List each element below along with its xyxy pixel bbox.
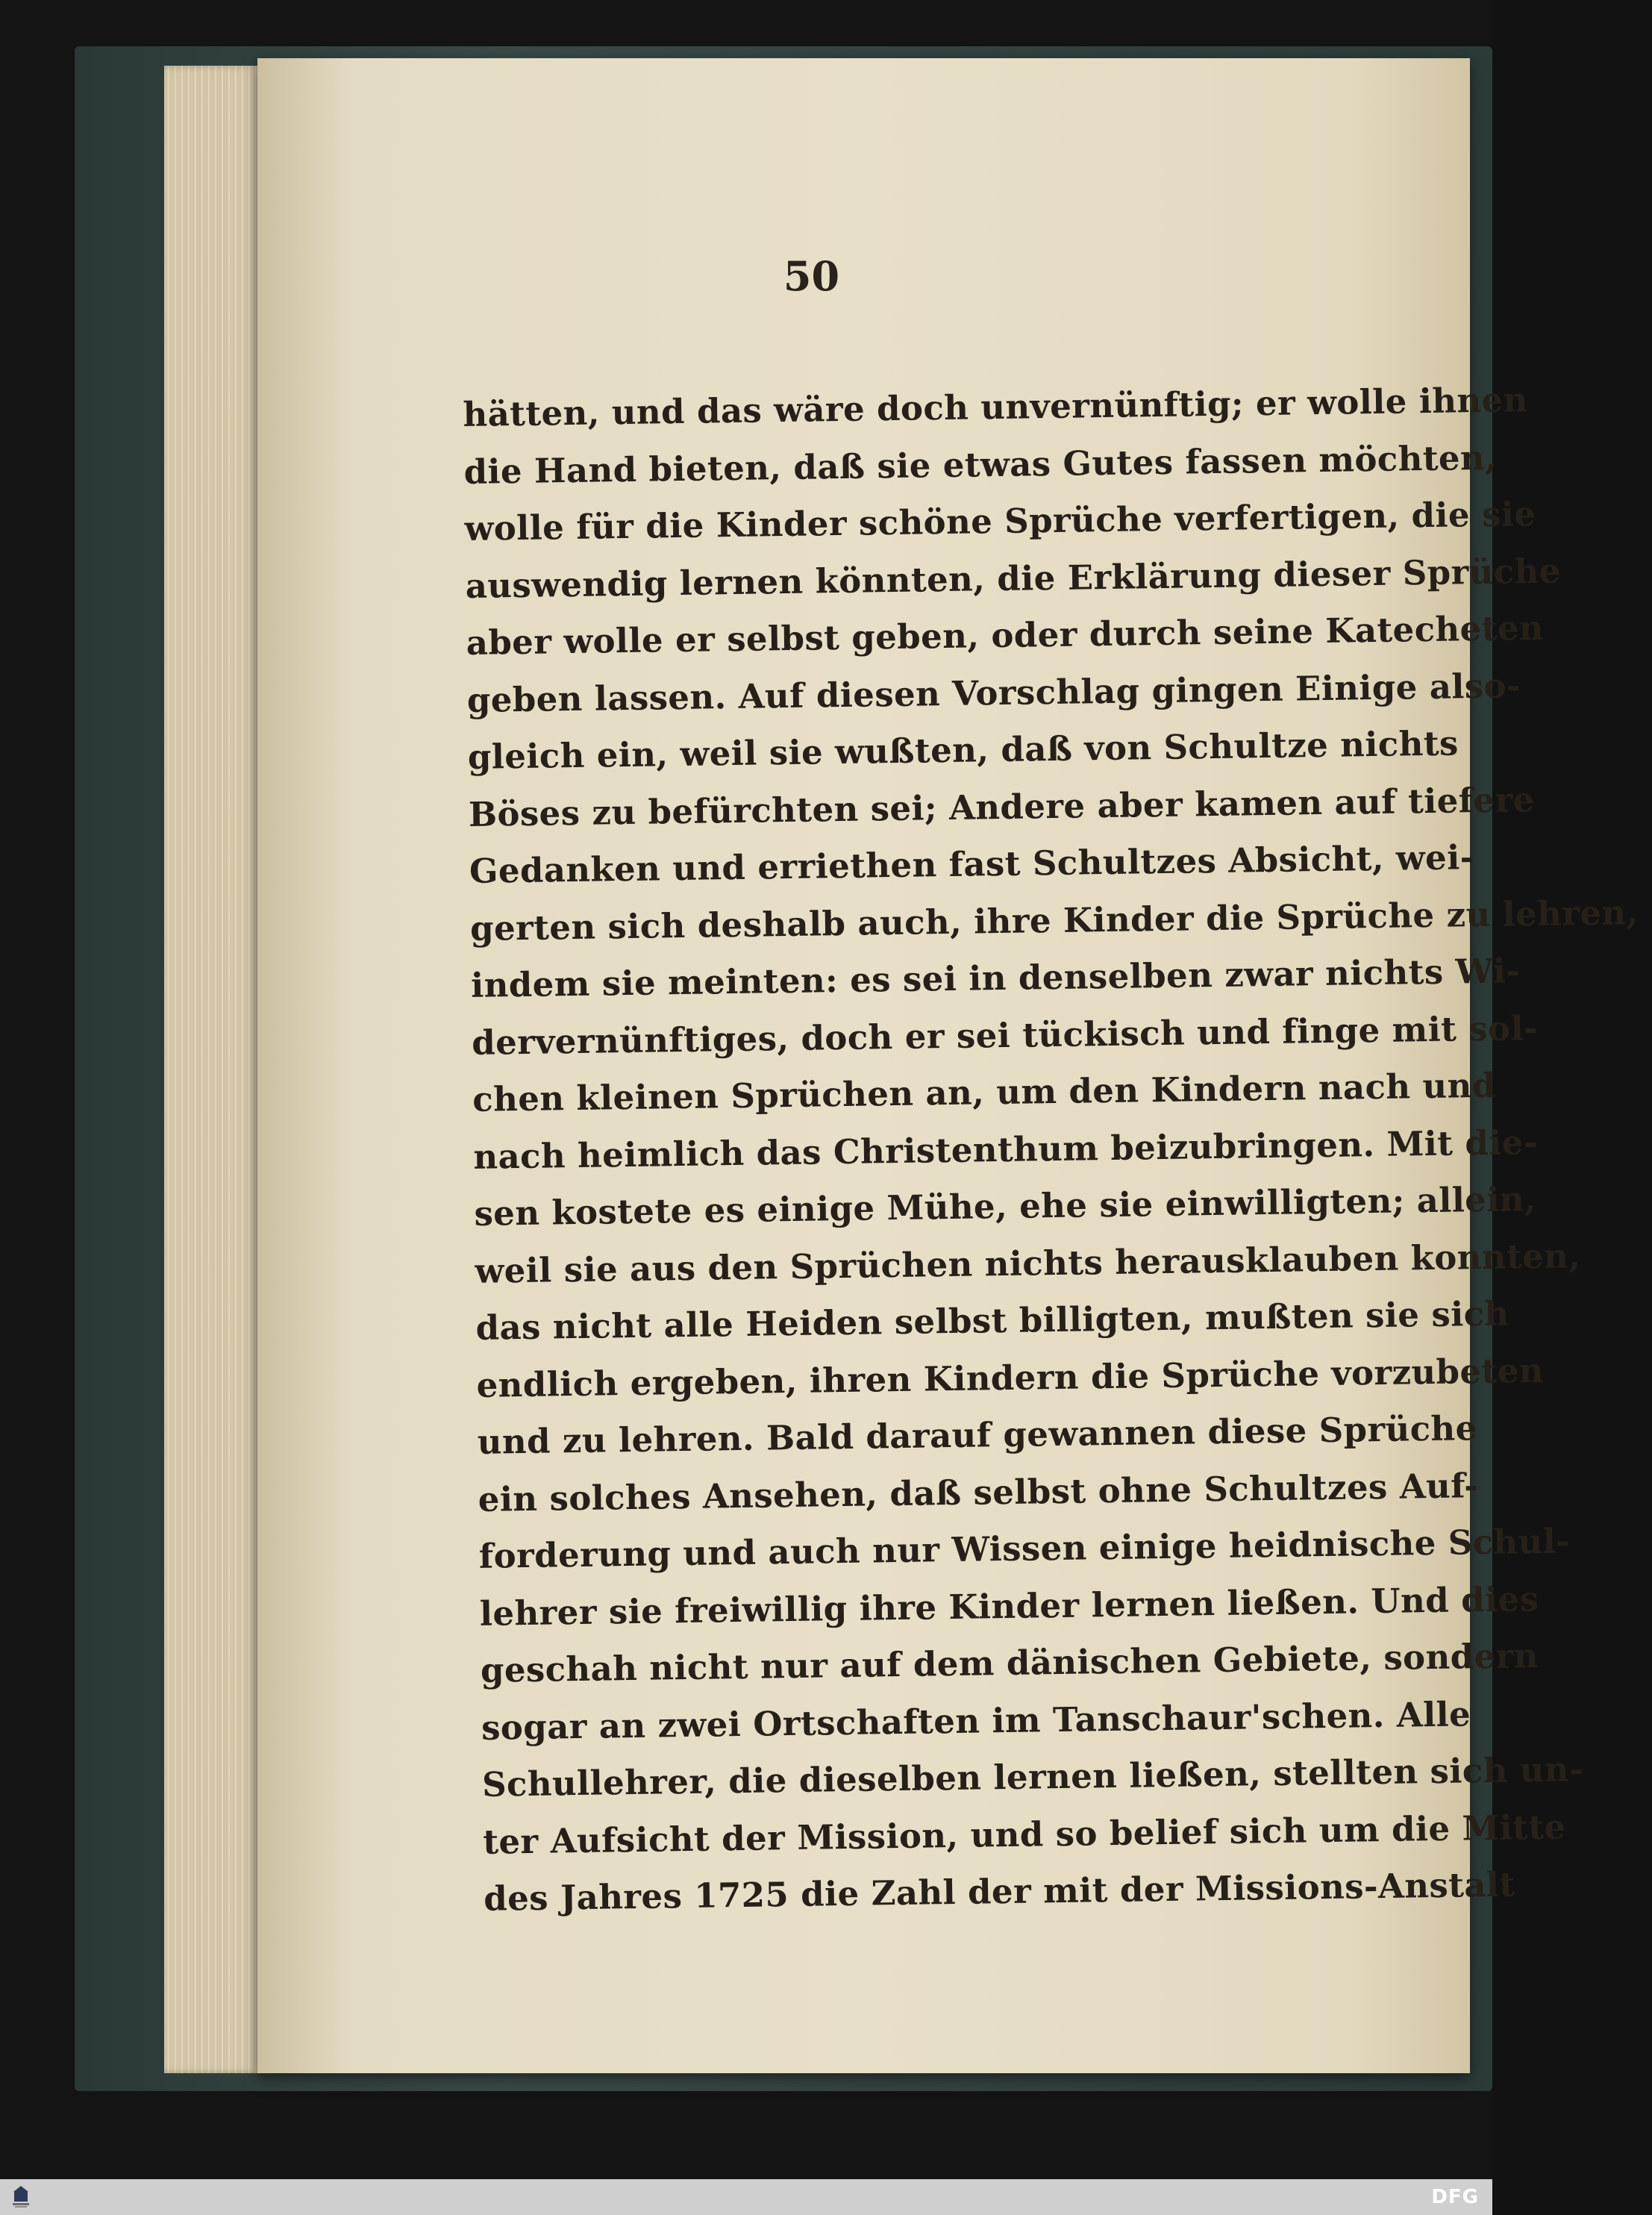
text-line: gleich ein, weil sie wußten, daß von Schultze nichts [467,723,1459,777]
text-line: sogar an zwei Ortschaften im Tanschaur'schen. Alle [481,1693,1471,1748]
text-line: weil sie aus den Sprüchen nichts herausklauben konnten, [475,1235,1581,1291]
page-number: 50 [783,252,840,300]
text-line: gerten sich deshalb auch, ihre Kinder die Sprüche zu lehren, [469,892,1639,949]
page-edges [164,66,261,2073]
text-line: ter Aufsicht der Mission, und so belief sich um die Mitte [482,1807,1566,1862]
text-line: forderung und auch nur Wissen einige heidnische Schul- [478,1521,1571,1576]
text-line: ein solches Ansehen, daß selbst ohne Schultzes Auf- [478,1465,1479,1519]
text-line: wolle für die Kinder schöne Sprüche verfertigen, die sie [464,493,1536,549]
text-line: Gedanken und erriethen fast Schultzes Absicht, wei- [469,837,1475,891]
text-line: chen kleinen Sprüchen an, um den Kindern nach und [472,1065,1496,1119]
text-line: auswendig lernen könnten, die Erklärung dieser Sprüche [465,550,1562,606]
text-line: geben lassen. Auf diesen Vorschlag gingen Einige also- [466,665,1521,720]
text-line: lehrer sie freiwillig ihre Kinder lernen ließen. Und dies [479,1578,1539,1634]
viewer-footer-bar [0,2179,1492,2215]
text-line: geschah nicht nur auf dem dänischen Gebiete, sondern [480,1636,1539,1690]
text-line: dervernünftiges, doch er sei tückisch und finge mit sol- [471,1007,1539,1063]
text-line: nach heimlich das Christenthum beizubringen. Mit die- [473,1122,1539,1177]
text-line: aber wolle er selbst geben, oder durch seine Katecheten [466,607,1545,663]
text-line: endlich ergeben, ihren Kindern die Sprüche vorzubeten [476,1350,1545,1405]
dfg-logo-label: DFG [1431,2186,1479,2208]
text-line: das nicht alle Heiden selbst billigten, mußten sie sich [475,1293,1509,1348]
text-line: und zu lehren. Bald darauf gewannen diese Sprüche [477,1408,1477,1462]
text-line: Böses zu befürchten sei; Andere aber kamen auf tiefere [468,779,1535,834]
text-line: die Hand bieten, daß sie etwas Gutes fassen möchten, [463,437,1498,492]
book-page [257,58,1639,2073]
text-line: indem sie meinten: es sei in denselben zwar nichts Wi- [470,951,1521,1005]
library-crest-icon [7,2184,34,2211]
text-line: sen kostete es einige Mühe, ehe sie einwilligten; allein, [474,1179,1537,1234]
body-text [463,373,1639,1928]
text-line: des Jahres 1725 die Zahl der mit der Missions-Anstalt [483,1864,1515,1919]
text-line: hätten, und das wäre doch unvernünftig; er wolle ihnen [463,380,1529,434]
text-line: Schullehrer, die dieselben lernen ließen, stellten sich un- [481,1749,1584,1805]
